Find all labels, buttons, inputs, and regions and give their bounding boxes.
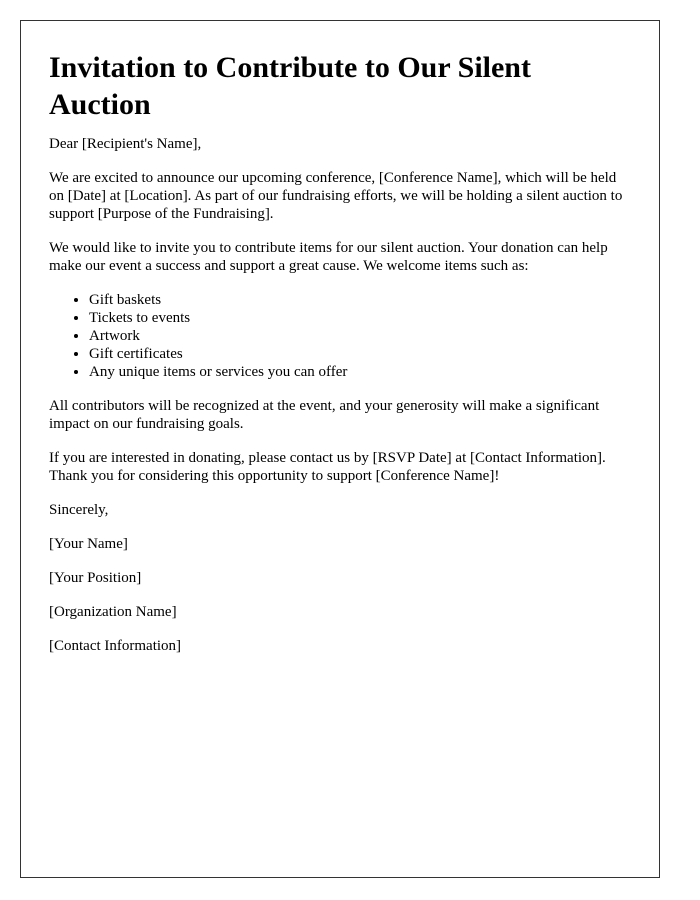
signature-organization: [Organization Name]: [49, 604, 177, 620]
list-item: • Tickets to events: [89, 309, 631, 327]
paragraph-invite: We would like to invite you to contribute items for our silent auction. Your donation can help make our event a success and support a great cause. We welcome items such as:: [49, 240, 608, 274]
letter-title: Invitation to Contribute to Our Silent Auction: [49, 51, 531, 121]
paragraph-recognition: All contributors will be recognized at the event, and your generosity will make a significant impact on our fundraising goals.: [49, 398, 600, 432]
letter-page: [20, 20, 660, 878]
donation-items-list: [49, 291, 631, 381]
greeting: Dear [Recipient's Name],: [49, 136, 202, 152]
list-item: • Any unique items or services you can offer: [89, 363, 631, 381]
signature-position: [Your Position]: [49, 570, 142, 586]
closing: Sincerely,: [49, 502, 109, 518]
list-item: • Gift certificates: [89, 345, 631, 363]
signature-name: [Your Name]: [49, 536, 128, 552]
paragraph-contact: If you are interested in donating, please contact us by [RSVP Date] at [Contact Information]. Thank you for considering this opportunity to support [Conference Name]!: [49, 450, 606, 484]
paragraph-intro: We are excited to announce our upcoming conference, [Conference Name], which will be held on [Date] at [Location]. As part of our fundraising efforts, we will be holding a silent auction to support [Purpose of the Fundraising].: [49, 170, 623, 222]
list-item: • Gift baskets: [89, 291, 631, 309]
list-item: • Artwork: [89, 327, 631, 345]
signature-contact: [Contact Information]: [49, 638, 182, 654]
